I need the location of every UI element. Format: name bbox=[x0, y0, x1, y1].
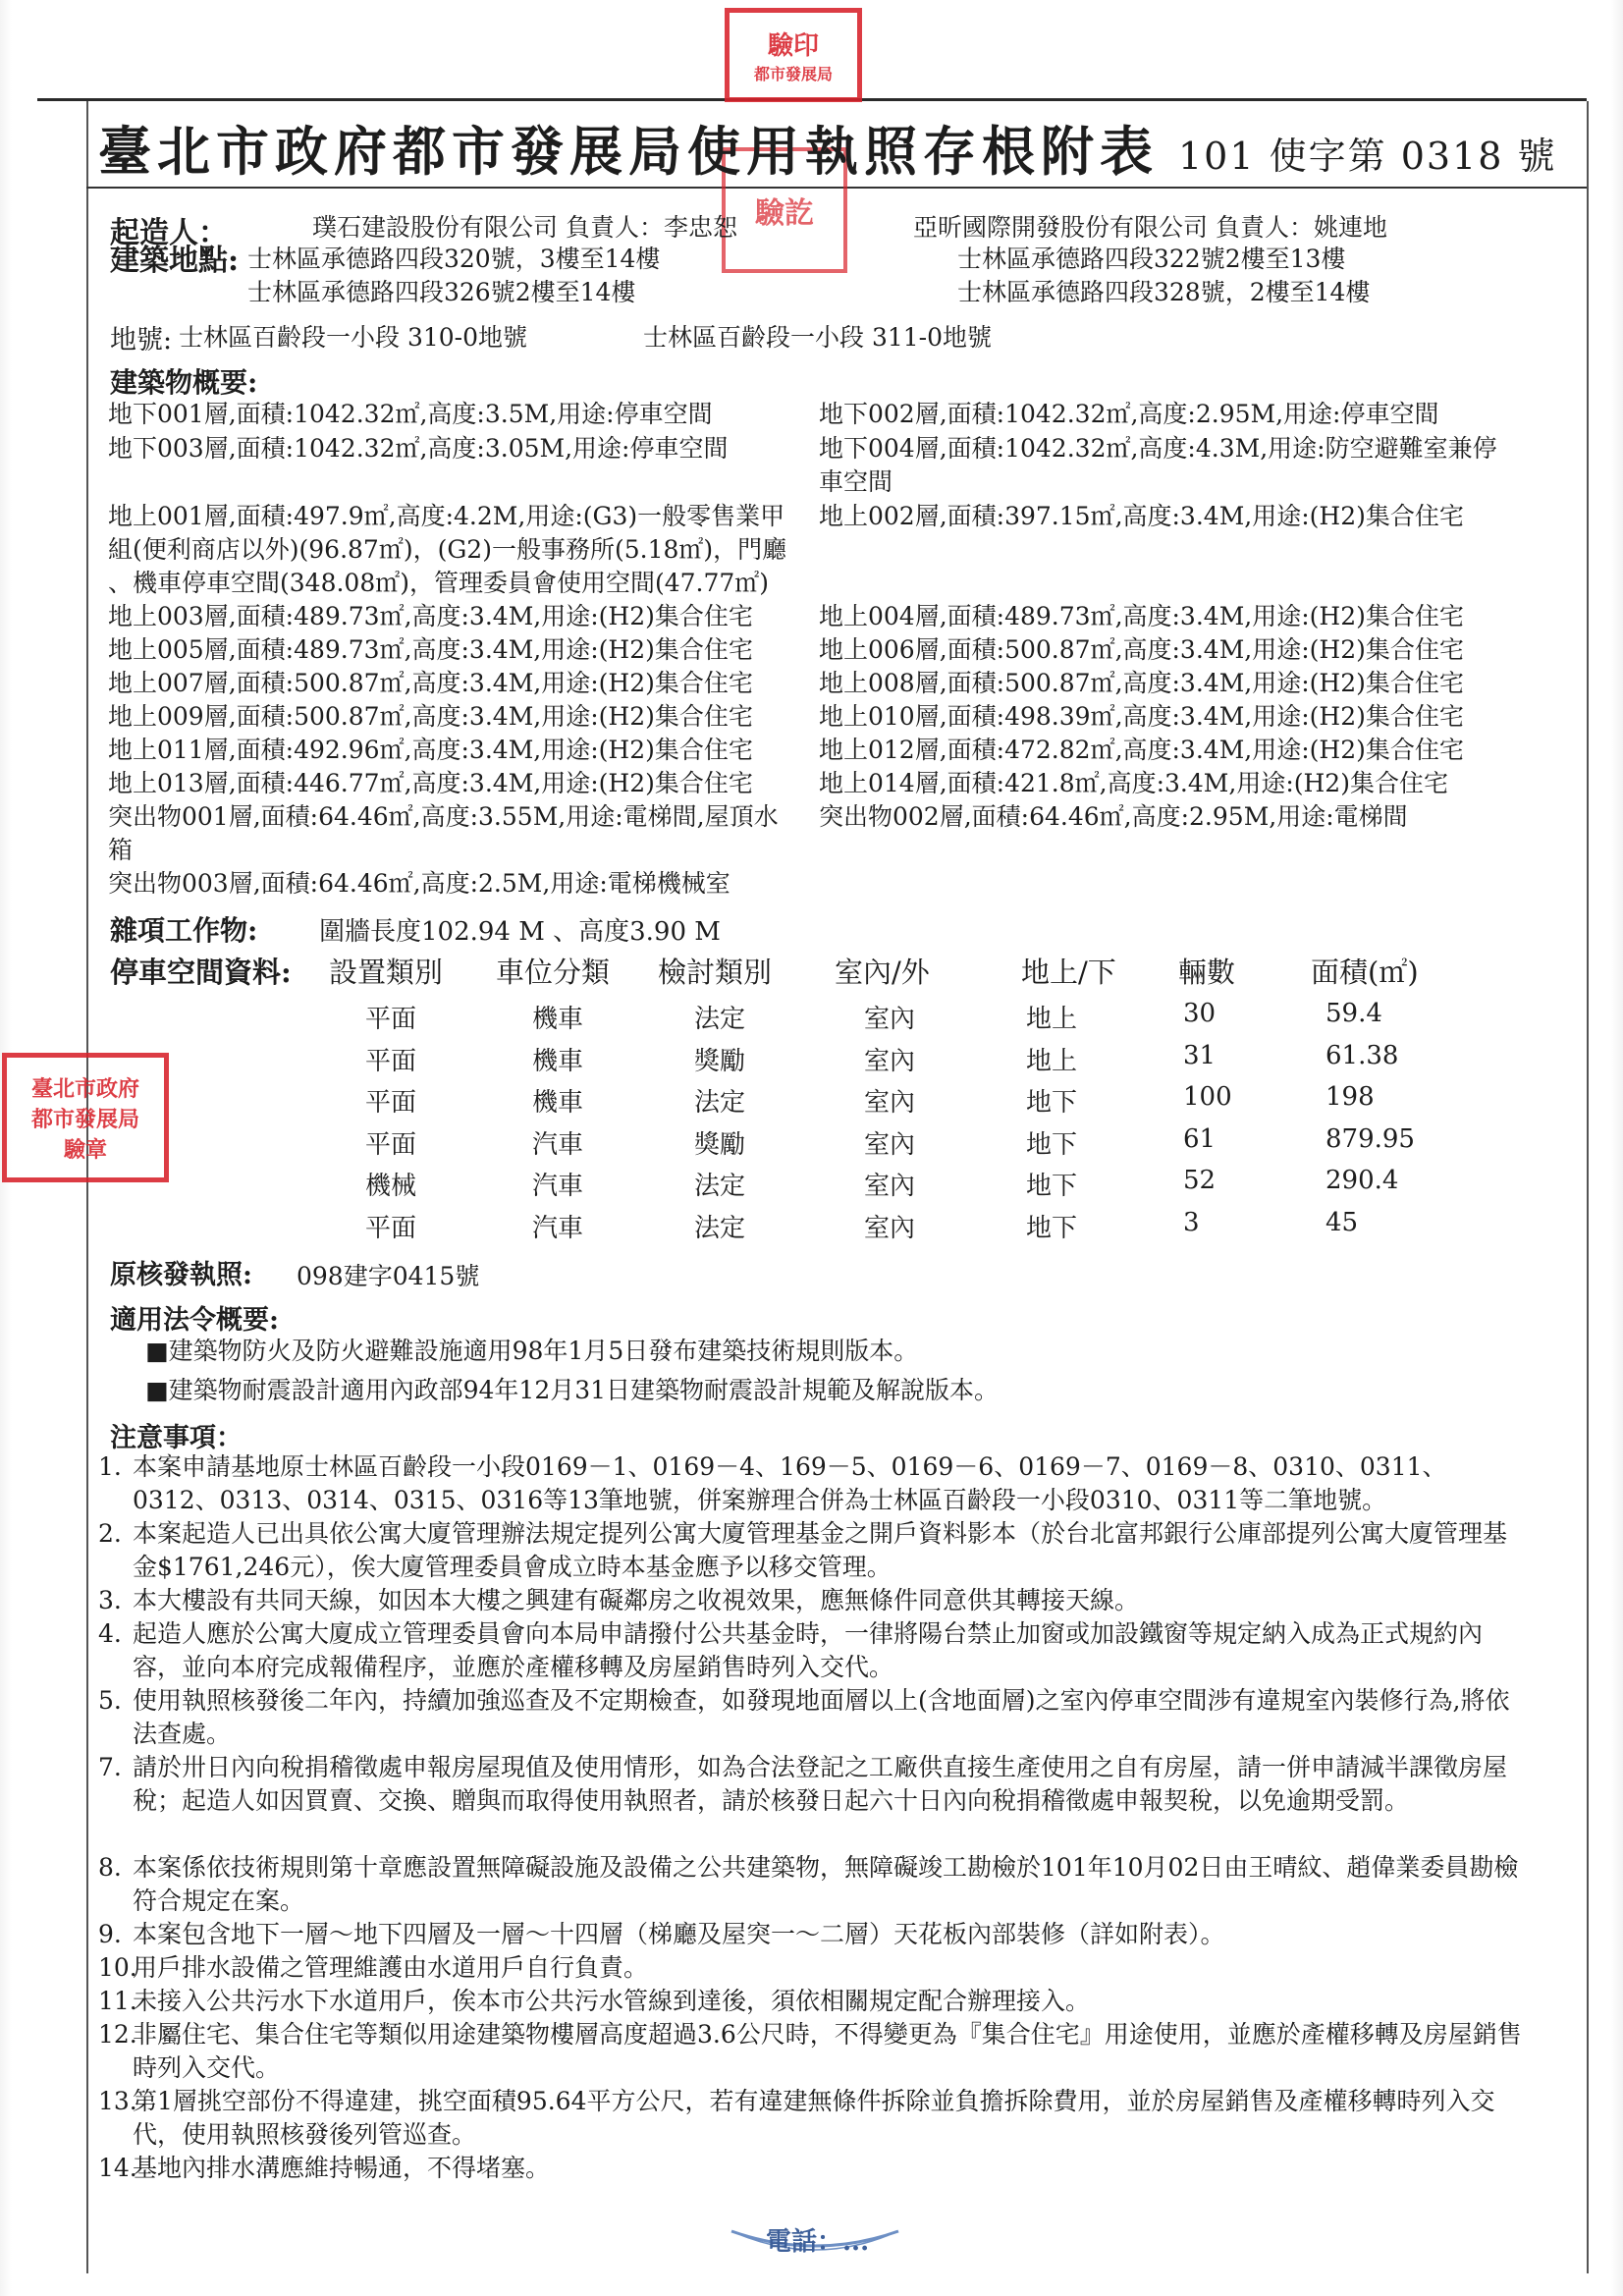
floor-b1: 地下001層,面積:1042.32㎡,高度:3.5M,用途:停車空間 bbox=[108, 400, 713, 428]
parking-cell: 61.38 bbox=[1325, 1040, 1399, 1070]
roof-r3: 突出物003層,面積:64.46㎡,高度:2.5M,用途:電梯機械室 bbox=[108, 869, 730, 898]
floor-f4: 地上004層,面積:489.73㎡,高度:3.4M,用途:(H2)集合住宅 bbox=[819, 602, 1464, 630]
parking-cell: 61 bbox=[1183, 1123, 1217, 1154]
note-number: 2. bbox=[98, 1519, 122, 1548]
floor-f10: 地上010層,面積:498.39㎡,高度:3.4M,用途:(H2)集合住宅 bbox=[819, 702, 1464, 731]
floor-f12: 地上012層,面積:472.82㎡,高度:3.4M,用途:(H2)集合住宅 bbox=[819, 736, 1464, 764]
parking-cell: 汽車 bbox=[532, 1213, 584, 1243]
note-text: 非屬住宅、集合住宅等類似用途建築物樓層高度超過3.6公尺時，不得變更為『集合住宅』用途使用，並應於產權移轉及房屋銷售時列入交代。 bbox=[133, 2020, 1522, 2082]
note-item bbox=[98, 2018, 1527, 2085]
parking-cell: 45 bbox=[1325, 1207, 1359, 1237]
parking-cell: 機車 bbox=[532, 1046, 584, 1076]
note-number: 14. bbox=[98, 2154, 137, 2182]
site-address-3: 士林區承德路四段326號2樓至14樓 bbox=[247, 278, 636, 306]
floor-f1: 地上001層,面積:497.9㎡,高度:4.2M,用途:(G3)一般零售業甲 bbox=[108, 502, 785, 530]
note-item bbox=[98, 1617, 1527, 1684]
note-text: 本案申請基地原士林區百齡段一小段0169－1、0169－4、169－5、0169－6、0169－7、0169－8、0310、0311、0312、0313、0314、0315、0316等13筆地號，併案辦理合併為士林區百齡段一小段0310、0311等二筆地號。 bbox=[133, 1452, 1447, 1514]
parking-cell: 平面 bbox=[365, 1088, 417, 1118]
permit-number: 101 使字第 0318 號 bbox=[1178, 135, 1557, 178]
parking-header-0: 設置類別 bbox=[329, 956, 444, 989]
parking-cell: 地上 bbox=[1026, 1046, 1078, 1076]
parking-cell: 室內 bbox=[864, 1046, 916, 1076]
parking-cell: 平面 bbox=[365, 1129, 417, 1160]
parking-cell: 機械 bbox=[365, 1172, 417, 1201]
builder-label: 起造人： bbox=[110, 216, 228, 250]
note-item bbox=[98, 1517, 1527, 1584]
original-license-label: 原核發執照: bbox=[110, 1260, 252, 1290]
parking-header-1: 車位分類 bbox=[496, 956, 611, 989]
parking-cell: 平面 bbox=[365, 1005, 417, 1034]
parking-cell: 室內 bbox=[864, 1172, 916, 1201]
parking-cell: 100 bbox=[1183, 1082, 1232, 1112]
floor-f9: 地上009層,面積:500.87㎡,高度:3.4M,用途:(H2)集合住宅 bbox=[108, 702, 753, 731]
parking-header-2: 檢討類別 bbox=[658, 956, 773, 989]
parking-cell: 30 bbox=[1183, 999, 1217, 1028]
footer-phone-text: 電話：... bbox=[766, 2227, 870, 2257]
parking-cell: 汽車 bbox=[532, 1129, 584, 1160]
parking-cell: 平面 bbox=[365, 1046, 417, 1076]
law-item-1: ■建築物防火及防火避難設施適用98年1月5日發布建築技術規則版本。 bbox=[145, 1337, 919, 1365]
note-item bbox=[98, 1584, 1527, 1617]
original-license-value: 098建字0415號 bbox=[297, 1262, 480, 1290]
laws-label: 適用法令概要: bbox=[110, 1305, 279, 1336]
note-number: 11. bbox=[98, 1987, 137, 2015]
builder-2: 亞昕國際開發股份有限公司 負責人：姚連地 bbox=[913, 213, 1387, 242]
parking-cell: 地下 bbox=[1026, 1213, 1078, 1243]
frame-left-rule bbox=[86, 101, 88, 2273]
note-item bbox=[98, 1751, 1527, 1818]
seal-stamp-top: 驗印 都市發展局 bbox=[725, 8, 862, 102]
site-address-4: 士林區承德路四段328號，2樓至14樓 bbox=[957, 278, 1371, 306]
seal-stamp-middle: 驗訖 bbox=[722, 147, 847, 273]
note-number: 5. bbox=[98, 1686, 122, 1715]
parking-header-3: 室內/外 bbox=[835, 956, 930, 989]
parking-cell: 地下 bbox=[1026, 1129, 1078, 1160]
note-item bbox=[98, 1450, 1527, 1517]
floor-f13: 地上013層,面積:446.77㎡,高度:3.4M,用途:(H2)集合住宅 bbox=[108, 769, 753, 797]
note-item bbox=[98, 1918, 1527, 1951]
note-text: 本大樓設有共同天線，如因本大樓之興建有礙鄰房之收視效果，應無條件同意供其轉接天線。 bbox=[133, 1586, 1140, 1614]
lot-2: 士林區百齡段一小段 311-0地號 bbox=[643, 323, 993, 352]
floor-f5: 地上005層,面積:489.73㎡,高度:3.4M,用途:(H2)集合住宅 bbox=[108, 635, 753, 664]
note-number: 3. bbox=[98, 1586, 122, 1614]
seal-stamp-left: 臺北市政府 都市發展局 驗章 bbox=[2, 1053, 169, 1182]
parking-cell: 198 bbox=[1325, 1082, 1375, 1112]
note-text: 基地內排水溝應維持暢通，不得堵塞。 bbox=[133, 2154, 551, 2182]
parking-cell: 31 bbox=[1183, 1040, 1217, 1070]
parking-cell: 室內 bbox=[864, 1088, 916, 1118]
overview-label: 建築物概要: bbox=[110, 366, 258, 399]
parking-cell: 獎勵 bbox=[694, 1046, 746, 1076]
note-number: 13. bbox=[98, 2087, 137, 2115]
note-text: 用戶排水設備之管理維護由水道用戶自行負責。 bbox=[133, 1953, 649, 1982]
note-number: 1. bbox=[98, 1452, 122, 1481]
floor-f2: 地上002層,面積:397.15㎡,高度:3.4M,用途:(H2)集合住宅 bbox=[819, 502, 1464, 530]
misc-value: 圍牆長度102.94 M 、高度3.90 M bbox=[319, 917, 721, 947]
lot-1: 士林區百齡段一小段 310-0地號 bbox=[179, 323, 528, 352]
note-number: 9. bbox=[98, 1920, 122, 1948]
note-item bbox=[98, 1851, 1527, 1918]
parking-cell: 汽車 bbox=[532, 1172, 584, 1201]
site-address-1: 士林區承德路四段320號，3樓至14樓 bbox=[247, 245, 661, 273]
parking-cell: 法定 bbox=[694, 1088, 746, 1118]
parking-cell: 地下 bbox=[1026, 1088, 1078, 1118]
parking-header-5: 輛數 bbox=[1178, 956, 1236, 989]
note-text: 本案係依技術規則第十章應設置無障礙設施及設備之公共建築物，無障礙竣工勘檢於101年10月02日由王晴紋、趙偉業委員勘檢符合規定在案。 bbox=[133, 1853, 1519, 1915]
floor-b4-cont: 車空間 bbox=[819, 467, 893, 496]
frame-right-rule bbox=[1587, 101, 1589, 2273]
note-text: 第1層挑空部份不得違建，挑空面積95.64平方公尺，若有違建無條件拆除並負擔拆除費用，並於房屋銷售及產權移轉時列入交代，使用執照核發後列管巡查。 bbox=[133, 2087, 1495, 2149]
floor-f1-cont2: 、機車停車空間(348.08㎡)，管理委員會使用空間(47.77㎡) bbox=[108, 569, 770, 597]
parking-header-4: 地上/下 bbox=[1021, 956, 1116, 989]
note-number: 4. bbox=[98, 1619, 122, 1648]
note-item bbox=[98, 1985, 1527, 2018]
note-text: 使用執照核發後二年內，持續加強巡查及不定期檢查，如發現地面層以上(含地面層)之室內停車空間涉有違規室內裝修行為,將依法查處。 bbox=[133, 1686, 1510, 1748]
floor-f8: 地上008層,面積:500.87㎡,高度:3.4M,用途:(H2)集合住宅 bbox=[819, 669, 1464, 697]
note-item bbox=[98, 1951, 1527, 1985]
parking-cell: 室內 bbox=[864, 1005, 916, 1034]
lot-label: 地號: bbox=[110, 325, 173, 355]
floor-f6: 地上006層,面積:500.87㎡,高度:3.4M,用途:(H2)集合住宅 bbox=[819, 635, 1464, 664]
parking-cell: 室內 bbox=[864, 1213, 916, 1243]
document-title: 臺北市政府都市發展局使用執照存根附表 bbox=[98, 120, 1159, 183]
parking-cell: 地下 bbox=[1026, 1172, 1078, 1201]
floor-f14: 地上014層,面積:421.8㎡,高度:3.4M,用途:(H2)集合住宅 bbox=[819, 769, 1448, 797]
note-text: 請於卅日內向稅捐稽徵處申報房屋現值及使用情形，如為合法登記之工廠供直接生產使用之自有房屋，請一併申請減半課徵房屋稅；起造人如因買賣、交換、贈與而取得使用執照者，請於核發日起六十日內向稅捐稽徵處申報契稅，以免逾期受罰。 bbox=[133, 1753, 1508, 1815]
floor-f1-cont1: 組(便利商店以外)(96.87㎡)，(G2)一般事務所(5.18㎡)，門廳 bbox=[108, 535, 787, 564]
parking-cell: 879.95 bbox=[1325, 1123, 1415, 1154]
misc-label: 雜項工作物: bbox=[110, 914, 258, 947]
note-item bbox=[98, 2085, 1527, 2152]
note-number: 8. bbox=[98, 1853, 122, 1882]
note-item bbox=[98, 1684, 1527, 1751]
parking-cell: 平面 bbox=[365, 1213, 417, 1243]
parking-cell: 3 bbox=[1183, 1207, 1200, 1237]
parking-cell: 法定 bbox=[694, 1172, 746, 1201]
parking-cell: 獎勵 bbox=[694, 1129, 746, 1160]
floor-f3: 地上003層,面積:489.73㎡,高度:3.4M,用途:(H2)集合住宅 bbox=[108, 602, 753, 630]
parking-cell: 機車 bbox=[532, 1088, 584, 1118]
site-label: 建築地點: bbox=[110, 244, 240, 278]
note-text: 本案起造人已出具依公寓大廈管理辦法規定提列公寓大廈管理基金之開戶資料影本（於台北富邦銀行公庫部提列公寓大廈管理基金$1761,246元），俟大廈管理委員會成立時本基金應予以移交管理。 bbox=[133, 1519, 1508, 1581]
site-address-2: 士林區承德路四段322號2樓至13樓 bbox=[957, 245, 1346, 273]
note-number: 7. bbox=[98, 1753, 122, 1781]
note-text: 起造人應於公寓大廈成立管理委員會向本局申請撥付公共基金時，一律將陽台禁止加窗或加設鐵窗等規定納入成為正式規約內容，並向本府完成報備程序，並應於產權移轉及房屋銷售時列入交代。 bbox=[133, 1619, 1484, 1681]
note-text: 未接入公共污水下水道用戶，俟本市公共污水管線到達後，須依相關規定配合辦理接入。 bbox=[133, 1987, 1091, 2015]
parking-cell: 法定 bbox=[694, 1005, 746, 1034]
law-item-2: ■建築物耐震設計適用內政部94年12月31日建築物耐震設計規範及解說版本。 bbox=[145, 1376, 1000, 1404]
floor-b3: 地下003層,面積:1042.32㎡,高度:3.05M,用途:停車空間 bbox=[108, 434, 729, 463]
note-text: 本案包含地下一層～地下四層及一層～十四層（梯廳及屋突一～二層）天花板內部裝修（詳如附表）。 bbox=[133, 1920, 1225, 1948]
floor-f11: 地上011層,面積:492.96㎡,高度:3.4M,用途:(H2)集合住宅 bbox=[108, 736, 753, 764]
floor-f7: 地上007層,面積:500.87㎡,高度:3.4M,用途:(H2)集合住宅 bbox=[108, 669, 753, 697]
note-number: 10. bbox=[98, 1953, 137, 1982]
floor-b4: 地下004層,面積:1042.32㎡,高度:4.3M,用途:防空避難室兼停 bbox=[819, 434, 1497, 463]
parking-cell: 地上 bbox=[1026, 1005, 1078, 1034]
note-item bbox=[98, 2152, 1527, 2185]
parking-label: 停車空間資料: bbox=[110, 956, 292, 989]
roof-r1: 突出物001層,面積:64.46㎡,高度:3.55M,用途:電梯間,屋頂水 bbox=[108, 802, 779, 831]
parking-cell: 52 bbox=[1183, 1166, 1217, 1195]
roof-r2: 突出物002層,面積:64.46㎡,高度:2.95M,用途:電梯間 bbox=[819, 802, 1408, 831]
note-number: 12. bbox=[98, 2020, 137, 2049]
parking-header-6: 面積(㎡) bbox=[1311, 956, 1419, 989]
parking-cell: 室內 bbox=[864, 1129, 916, 1160]
builder-1: 璞石建設股份有限公司 負責人：李忠恕 bbox=[312, 213, 737, 242]
floor-b2: 地下002層,面積:1042.32㎡,高度:2.95M,用途:停車空間 bbox=[819, 400, 1439, 428]
parking-cell: 法定 bbox=[694, 1213, 746, 1243]
parking-cell: 59.4 bbox=[1325, 999, 1382, 1028]
parking-cell: 290.4 bbox=[1325, 1166, 1399, 1195]
notes-label: 注意事項： bbox=[110, 1423, 243, 1453]
parking-cell: 機車 bbox=[532, 1005, 584, 1034]
roof-r1-cont: 箱 bbox=[108, 836, 134, 864]
